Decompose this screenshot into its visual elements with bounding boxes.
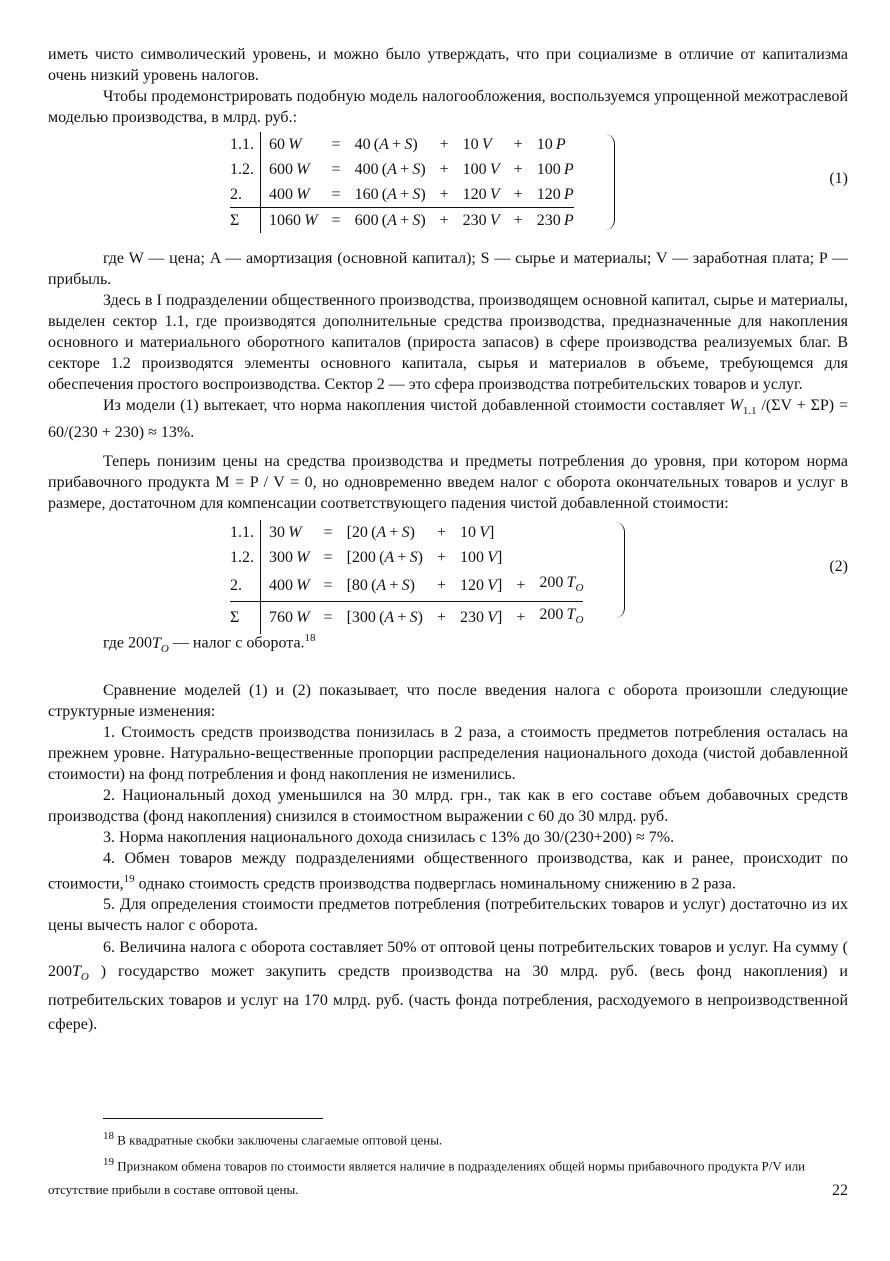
operator: + xyxy=(439,136,449,153)
row-label: 1.1. xyxy=(230,132,261,157)
cost-term: [300 (A + S) xyxy=(347,602,423,634)
footnote-ref[interactable]: 18 xyxy=(304,632,316,645)
paragraph-text: Из модели (1) вытекает, что норма накопления чистой добавленной стоимости составляет xyxy=(103,397,725,414)
footnote-text: В квадратные скобки заключены слагаемые оптовой цены. xyxy=(114,1132,443,1148)
wage-term: 100 V] xyxy=(460,549,503,567)
paragraph: 5. Для определения стоимости предметов потребления (потребительских товаров и услуг) достаточно из их цены вычесть налог с оборота. xyxy=(48,896,848,935)
operator: + xyxy=(439,161,449,178)
operator: + xyxy=(502,602,539,634)
equation-row xyxy=(230,570,583,602)
profit-term: 120 P xyxy=(536,186,574,203)
tax-term xyxy=(539,520,583,545)
operator xyxy=(502,545,539,570)
profit-term: 230 P xyxy=(537,208,574,234)
price-term: 760 W xyxy=(261,602,310,634)
cost-term: 400 (A + S) xyxy=(354,161,426,178)
operator: = xyxy=(318,208,355,234)
operator: = xyxy=(331,136,341,153)
row-label: Σ xyxy=(230,602,261,634)
operator: + xyxy=(423,602,460,634)
paragraph-text: однако стоимость средств производства подверглась номинальному снижению в 2 раза. xyxy=(134,875,736,893)
row-label: 1.2. xyxy=(230,545,261,570)
paragraph: Из модели (1) вытекает, что норма накопления чистой добавленной стоимости составляет $W_{1.1}$ /(ΣV + ΣP) = 60/(230 + 230) ≈ 13%. xyxy=(48,397,849,442)
cost-term: [80 (A + S) xyxy=(346,577,415,595)
paragraph: где W — цена; A — амортизация (основной капитал); S — сырье и материалы; V — заработная плата; P — прибыль. xyxy=(48,250,848,288)
paragraph: Здесь в I подразделении общественного производства, производящем основной капитал, сырье и материалы, выделен сектор 1.1, где производятся дополнительные средства производства, предназначенные для накопления основного и материального оборотного капиталов (прироста запасов) в сфере производства реализуемых благ. В секторе 1.2 производятся элементы основного капитала, сырья и материалов в объеме, требующемся для обеспечения простого воспроизводства. Сектор 2 — это сфера производства потребительских товаров и услуг. xyxy=(48,292,848,393)
equation-row xyxy=(230,208,574,234)
wage-term: 230 V xyxy=(463,208,500,234)
price-term: 30 W xyxy=(269,524,302,542)
equation-row xyxy=(230,182,574,208)
paragraph-text: ) государство может закупить средств производства на 30 млрд. руб. (весь фонд накопления) и потребительских товаров и услуг на 170 млрд. руб. (часть фонда потребления, расходуемого в непроизводственной сфере). xyxy=(48,963,848,1034)
wage-term: 120 V xyxy=(462,186,500,203)
operator: + xyxy=(513,161,523,178)
profit-term: 10 P xyxy=(536,136,566,153)
brace xyxy=(614,522,625,618)
operator: + xyxy=(436,549,446,567)
paragraph-text: 4. Обмен товаров между подразделениями общественного производства, как и ранее, происходит по стоимости, xyxy=(48,849,848,893)
operator: + xyxy=(516,577,526,595)
brace xyxy=(604,134,615,230)
cost-term: [200 (A + S) xyxy=(346,549,423,567)
price-term: 300 W xyxy=(269,549,310,567)
row-label: 2. xyxy=(230,182,261,208)
page-number: 22 xyxy=(832,1182,848,1199)
operator: + xyxy=(513,136,523,153)
operator: = xyxy=(323,524,333,542)
row-label: Σ xyxy=(230,208,261,234)
document-page xyxy=(48,44,848,1037)
paragraph: 6. Величина налога с оборота составляет 50% от оптовой цены потребительских товаров и услуг. На сумму ( $200T_O$ ) государство может закупить средств производства на 30 млрд. руб. (весь фонд накопления) и потребительских товаров и услуг на 170 млрд. руб. (часть фонда потребления, расходуемого в непроизводственной сфере). xyxy=(48,939,848,1034)
footnote-19 xyxy=(48,1150,848,1202)
price-term: 60 W xyxy=(269,136,302,153)
equation-2 xyxy=(48,520,848,627)
paragraph: Чтобы продемонстрировать подобную модель налогообложения, воспользуемся упрощенной межотраслевой моделью производства, в млрд. руб.: xyxy=(48,88,848,126)
row-label: 1.1. xyxy=(230,520,261,545)
footnote-mark: 18 xyxy=(103,1130,114,1142)
footnote-18 xyxy=(48,1124,848,1152)
tax-term: 200 $T_O$ xyxy=(539,574,584,595)
operator: + xyxy=(513,186,523,203)
equation-number: (1) xyxy=(829,170,848,187)
equation-row xyxy=(230,602,583,634)
price-term: 600 W xyxy=(269,161,310,178)
equation-row xyxy=(230,157,574,182)
cost-term: 40 (A + S) xyxy=(354,136,418,153)
operator: + xyxy=(426,208,463,234)
operator xyxy=(502,520,539,545)
operator: = xyxy=(323,549,333,567)
equation-row xyxy=(230,132,574,157)
footnote-separator xyxy=(103,1118,323,1119)
row-label: 2. xyxy=(230,570,261,602)
cost-term: 600 (A + S) xyxy=(355,208,426,234)
cost-term: 160 (A + S) xyxy=(354,186,426,203)
price-term: 400 W xyxy=(269,577,310,595)
operator: + xyxy=(436,524,446,542)
operator: = xyxy=(331,161,341,178)
row-label: 1.2. xyxy=(230,157,261,182)
equation-row xyxy=(230,545,583,570)
wage-term: 10 V] xyxy=(460,524,495,542)
equation-1 xyxy=(48,132,848,236)
profit-term: 100 P xyxy=(536,161,574,178)
paragraph: иметь чисто символический уровень, и можно было утверждать, что при социализме в отличие от капитализма очень низкий уровень налогов. xyxy=(48,46,848,84)
paragraph xyxy=(48,848,848,894)
price-term: 400 W xyxy=(269,186,310,203)
equation-1-table xyxy=(230,132,574,233)
footnote-ref[interactable]: 19 xyxy=(123,872,135,885)
footnote-mark: 19 xyxy=(103,1156,114,1168)
paragraph: 2. Национальный доход уменьшился на 30 млрд. грн., так как в его составе объем добавочных средств производства (фонд накопления) снизился в стоимостном выражении с 60 до 30 млрд. руб. xyxy=(48,786,848,825)
wage-term: 120 V] xyxy=(460,577,503,595)
paragraph: Сравнение моделей (1) и (2) показывает, что после введения налога с оборота произошли следующие структурные изменения: xyxy=(48,681,848,720)
paragraph: Теперь понизим цены на средства производства и предметы потребления до уровня, при котором норма прибавочного продукта M = P / V = 0, но одновременно введем налог с оборота окончательных товаров и услуг в размере, достаточном для компенсации соответствующего падения чистой добавленной стоимости: xyxy=(48,453,848,513)
operator: + xyxy=(500,208,537,234)
operator: + xyxy=(436,577,446,595)
tax-term: 200 $T_O$ xyxy=(539,602,583,634)
cost-term: [20 (A + S) xyxy=(346,524,415,542)
wage-term: 100 V xyxy=(462,161,500,178)
operator: = xyxy=(310,602,347,634)
wage-term: 230 V] xyxy=(460,602,502,634)
paragraph-text: где 200 xyxy=(103,634,153,652)
equation-2-table xyxy=(230,520,583,633)
wage-term: 10 V xyxy=(462,136,492,153)
footnote-text: Признаком обмена товаров по стоимости является наличие в подразделениях общей нормы прибавочного продукта P/V или отсутствие прибыли в составе оптовой цены. xyxy=(48,1158,806,1198)
paragraph: где $200T_O$ — налог с оборота.$^{18}$ xyxy=(103,632,316,655)
paragraph: 3. Норма накопления национального дохода снизилась с 13% до 30/(230+200) ≈ 7%. xyxy=(103,828,675,846)
paragraph-text: — налог с оборота. xyxy=(168,634,305,652)
tax-term xyxy=(539,545,583,570)
operator: + xyxy=(439,186,449,203)
equation-number: (2) xyxy=(829,558,848,576)
operator: = xyxy=(331,186,341,203)
price-term: 1060 W xyxy=(261,208,318,234)
paragraph: 1. Стоимость средств производства понизилась в 2 раза, а стоимость предметов потребления осталась на прежнем уровне. Натурально-вещественные пропорции распределения национального дохода (чистой добавленной стоимости) на фонд потребления и фонд накопления не изменились. xyxy=(48,723,848,783)
paragraph-text: /(ΣV + ΣP) = 60/(230 + 230) ≈ 13%. xyxy=(48,397,849,442)
equation-row xyxy=(230,520,583,545)
operator: = xyxy=(323,577,333,595)
paragraph-text: 6. Величина налога с оборота составляет 50% от оптовой цены потребительских товаров и услуг. На сумму ( xyxy=(103,939,848,957)
